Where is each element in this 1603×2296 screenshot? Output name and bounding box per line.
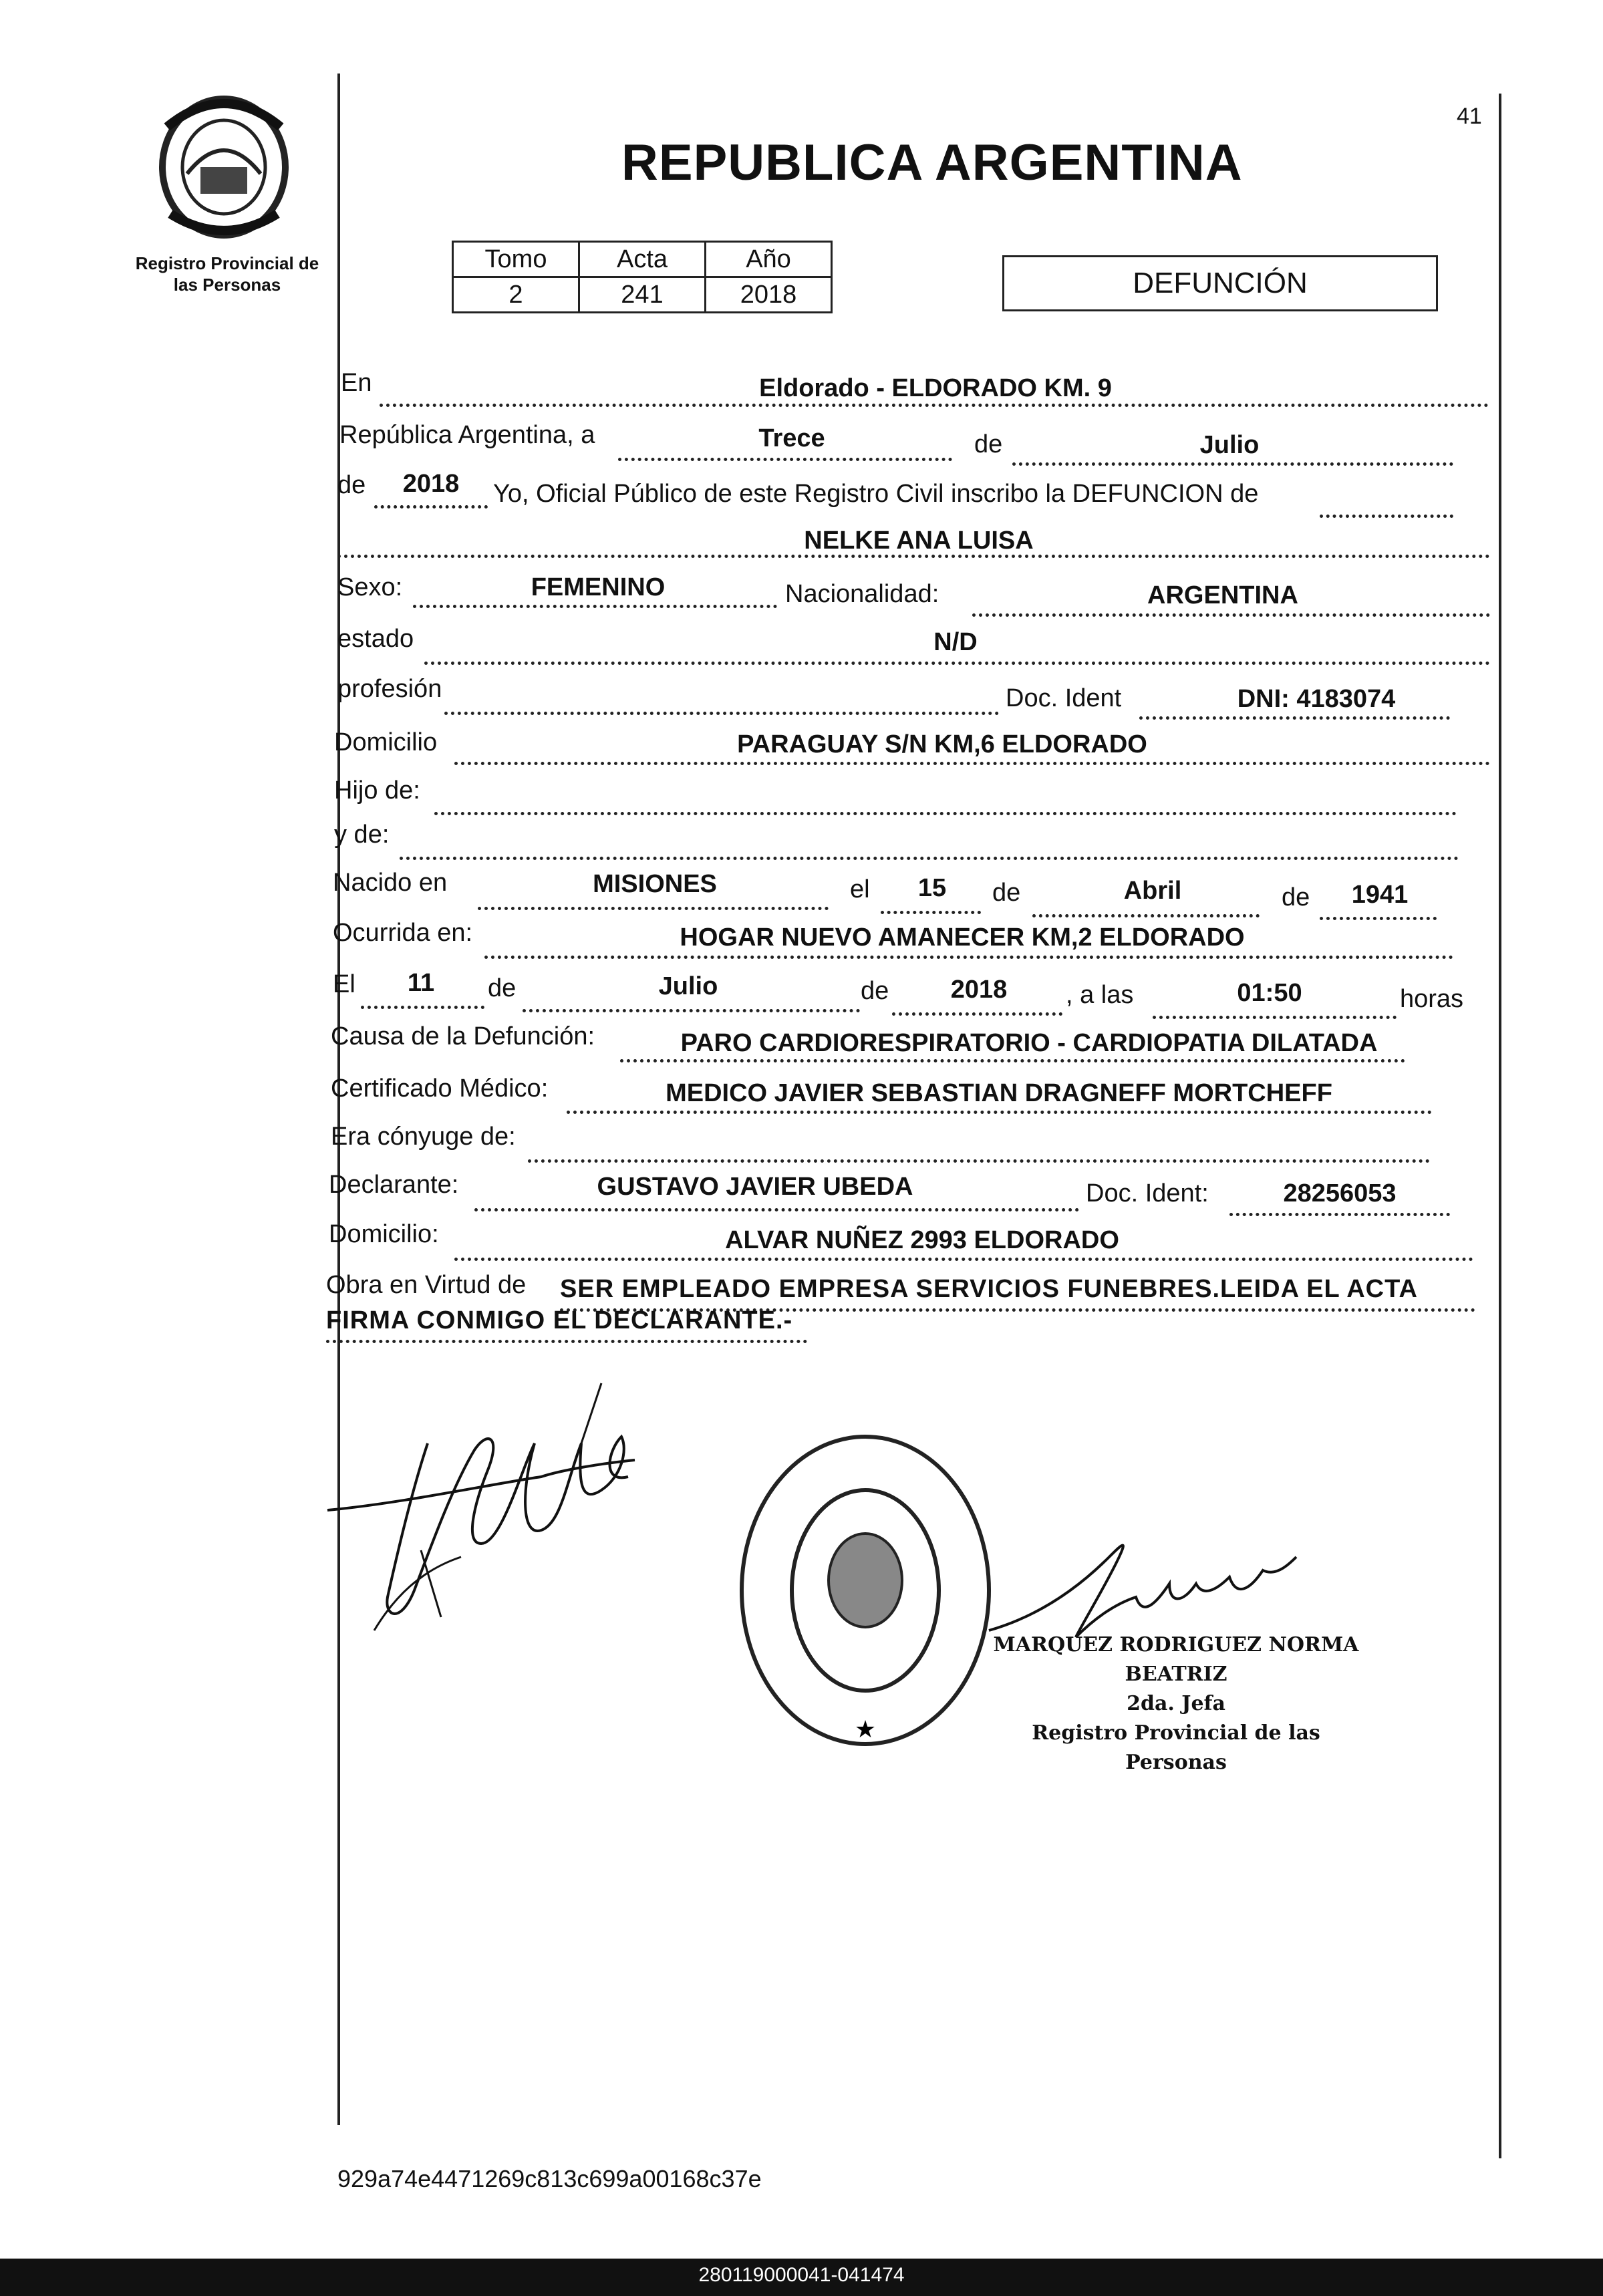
table-header-tomo: Tomo [453, 242, 579, 277]
footer-code: 280119000041-041474 [698, 2264, 905, 2286]
estado-label: estado [337, 625, 414, 653]
domicilio2-label: Domicilio: [329, 1220, 439, 1248]
conyuge-label: Era cónyuge de: [331, 1123, 516, 1151]
domicilio2-dotted-line [454, 1258, 1473, 1261]
death-year: 2018 [950, 976, 1008, 1004]
causa-label: Causa de la Defunción: [331, 1022, 595, 1050]
ocurrida-dotted-line [484, 956, 1453, 959]
horas-label: horas [1400, 985, 1464, 1013]
officer-role: 2da. Jefa [1127, 1692, 1225, 1715]
month-dotted-line [1012, 462, 1453, 466]
officer-name: MARQUEZ RODRIGUEZ NORMA BEATRIZ [993, 1633, 1359, 1686]
table-header-ano: Año [706, 242, 832, 277]
nacionalidad-value: ARGENTINA [1147, 581, 1298, 609]
y-de-dotted-line [400, 857, 1459, 860]
day-dotted-line [618, 458, 952, 461]
month-word: Julio [1199, 431, 1260, 459]
hijo-de-dotted-line [434, 812, 1457, 815]
table-value-acta: 241 [579, 277, 706, 313]
birth-month-dotted-line [1032, 914, 1260, 917]
a-las-label: , a las [1066, 981, 1134, 1009]
de2-label: de [337, 471, 366, 499]
birth-day-dotted-line [881, 911, 981, 914]
day-word: Trece [758, 424, 825, 452]
act-type-box: DEFUNCIÓN [1002, 255, 1438, 311]
registry-stamp [732, 1423, 999, 1757]
table-value-tomo: 2 [453, 277, 579, 313]
nacido-value: MISIONES [593, 870, 717, 898]
year-dotted-line [374, 505, 488, 509]
act-reference-table [452, 241, 833, 313]
republica-label: República Argentina, a [339, 421, 595, 449]
table-value-ano: 2018 [706, 277, 832, 313]
document-hash: 929a74e4471269c813c699a00168c37e [337, 2165, 762, 2192]
sexo-dotted-line [413, 605, 777, 608]
death-time: 01:50 [1237, 979, 1302, 1007]
declarant-signature-image [321, 1370, 695, 1637]
y-de-label: y de: [334, 821, 390, 849]
province-seal-logo [154, 87, 294, 241]
domicilio-label: Domicilio [334, 728, 438, 756]
declarante-value: GUSTAVO JAVIER UBEDA [597, 1173, 913, 1201]
el-label: el [850, 875, 870, 903]
obra-value-line1: SER EMPLEADO EMPRESA SERVICIOS FUNEBRES.LEIDA EL ACTA [560, 1275, 1418, 1303]
de4-label: de [1282, 883, 1310, 911]
certificado-dotted-line [567, 1111, 1432, 1114]
registry-name [107, 253, 347, 295]
sexo-label: Sexo: [337, 573, 403, 601]
domicilio2-value: ALVAR NUÑEZ 2993 ELDORADO [725, 1226, 1119, 1254]
en-dotted-line [380, 404, 1489, 407]
causa-dotted-line [620, 1059, 1405, 1062]
right-margin-line [1499, 94, 1501, 2158]
domicilio-dotted-line [454, 762, 1490, 765]
sexo-value: FEMENINO [531, 573, 666, 601]
hijo-de-label: Hijo de: [334, 776, 420, 805]
registry-name-line1: Registro Provincial de [135, 253, 319, 273]
obra-label: Obra en Virtud de [326, 1271, 527, 1299]
birth-year-dotted-line [1320, 917, 1437, 920]
deceased-name: NELKE ANA LUISA [804, 527, 1034, 555]
doc-ident-value: DNI: 4183074 [1237, 685, 1396, 713]
officer-signature-block [989, 1630, 1363, 1777]
doc-ident-dotted-line [1139, 716, 1450, 720]
en-label: En [341, 369, 372, 397]
declarante-label: Declarante: [329, 1171, 459, 1199]
obra-dotted-line2 [326, 1340, 807, 1343]
conyuge-dotted-line [528, 1159, 1430, 1163]
birth-day: 15 [917, 874, 947, 902]
registry-name-line2: las Personas [173, 275, 281, 295]
doc-ident2-value: 28256053 [1283, 1179, 1397, 1207]
death-day-dotted-line [361, 1006, 484, 1009]
table-header-acta: Acta [579, 242, 706, 277]
el2-label: El [333, 970, 355, 998]
declarante-dotted-line [474, 1208, 1079, 1211]
yo-dotted-line [1320, 515, 1453, 518]
doc-ident2-dotted-line [1229, 1213, 1450, 1216]
ocurrida-label: Ocurrida en: [333, 919, 473, 947]
profesion-dotted-line [444, 712, 999, 715]
page-number: 41 [1457, 104, 1482, 129]
domicilio-value: PARAGUAY S/N KM,6 ELDORADO [737, 730, 1147, 758]
document-title: REPUBLICA ARGENTINA [621, 134, 1243, 191]
death-month: Julio [658, 972, 718, 1000]
en-value: Eldorado - ELDORADO KM. 9 [759, 374, 1112, 402]
certificado-value: MEDICO JAVIER SEBASTIAN DRAGNEFF MORTCHEFF [666, 1079, 1332, 1107]
death-year-dotted-line [892, 1012, 1062, 1016]
causa-value: PARO CARDIORESPIRATORIO - CARDIOPATIA DILATADA [680, 1029, 1378, 1057]
de6-label: de [861, 977, 889, 1005]
nacido-label: Nacido en [333, 869, 448, 897]
birth-year: 1941 [1351, 881, 1409, 909]
death-time-dotted-line [1153, 1016, 1397, 1019]
de1-label: de [974, 430, 1003, 458]
estado-value: N/D [933, 628, 978, 656]
certificado-label: Certificado Médico: [331, 1074, 549, 1103]
death-month-dotted-line [523, 1009, 860, 1012]
year-value: 2018 [402, 470, 460, 498]
ocurrida-value: HOGAR NUEVO AMANECER KM,2 ELDORADO [680, 923, 1245, 952]
estado-dotted-line [424, 662, 1490, 665]
nacionalidad-dotted-line [972, 613, 1490, 617]
obra-value-line2: FIRMA CONMIGO EL DECLARANTE.- [326, 1306, 793, 1334]
death-day: 11 [407, 969, 435, 997]
de5-label: de [488, 974, 517, 1002]
officer-office: Registro Provincial de las Personas [1032, 1721, 1320, 1774]
doc-ident-label: Doc. Ident [1006, 684, 1122, 712]
de3-label: de [992, 879, 1021, 907]
nacionalidad-label: Nacionalidad: [785, 580, 939, 608]
nacido-dotted-line [478, 907, 829, 910]
doc-ident2-label: Doc. Ident: [1086, 1179, 1209, 1207]
yo-oficial-text: Yo, Oficial Público de este Registro Civil inscribo la DEFUNCION de [493, 480, 1259, 508]
birth-month: Abril [1123, 877, 1182, 905]
profesion-label: profesión [337, 675, 442, 703]
svg-text:★: ★ [854, 1716, 877, 1743]
